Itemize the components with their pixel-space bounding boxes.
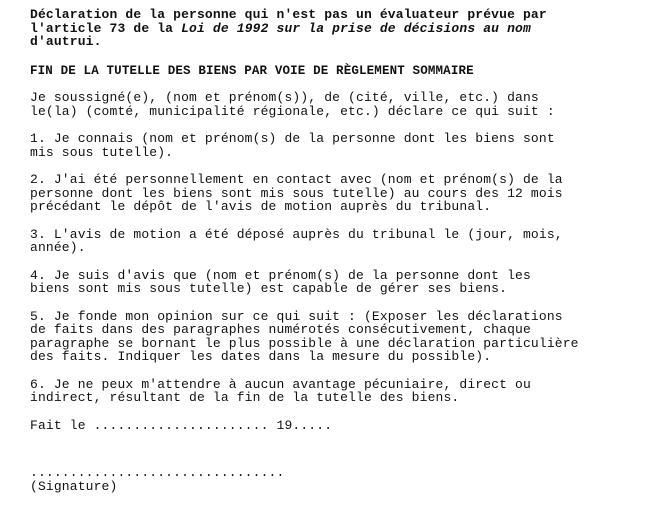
intro-paragraph: Je soussigné(e), (nom et prénom(s)), de (cité, ville, etc.) dans le(la) (comté, municipalité régionale, etc.) déclare ce qui suit : [30, 90, 555, 119]
document-title: FIN DE LA TUTELLE DES BIENS PAR VOIE DE RÈGLEMENT SOMMAIRE [30, 63, 474, 78]
heading-line-1: Déclaration de la personne qui n'est pas un évaluateur prévue par [30, 7, 547, 22]
signature-label: (Signature) [30, 478, 118, 494]
paragraph-6: 6. Je ne peux m'attendre à aucun avantage pécuniaire, direct ou indirect, résultant de la fin de la tutelle des biens. [30, 376, 531, 405]
paragraph-3: 3. L'avis de motion a été déposé auprès du tribunal le (jour, mois, année). [30, 226, 563, 255]
document-heading [30, 8, 642, 49]
date-line: Fait le ...................... 19..... [30, 417, 333, 433]
paragraph-5: 5. Je fonde mon opinion sur ce qui suit : (Exposer les déclarations de faits dans des paragraphes numérotés consécutivement, chaque paragraphe se bornant le plus possible à une déclaration particulière des faits. Indiquer les dates dans la mesure du possible). [30, 308, 579, 364]
heading-law-title: Loi de 1992 sur la prise de décisions au nom [181, 20, 531, 36]
heading-line-2-start: l'article 73 de la [30, 20, 182, 36]
paragraph-1: 1. Je connais (nom et prénom(s) de la personne dont les biens sont mis sous tutelle). [30, 131, 555, 160]
paragraph-4: 4. Je suis d'avis que (nom et prénom(s) de la personne dont les biens sont mis sous tutelle) est capable de gérer ses biens. [30, 267, 531, 296]
heading-line-3: d'autrui. [30, 34, 102, 49]
signature-line: ................................ [30, 465, 285, 480]
paragraph-2: 2. J'ai été personnellement en contact avec (nom et prénom(s) de la personne dont les biens sont mis sous tutelle) au cours des 12 mois précédant le dépôt de l'avis de motion auprès du tribunal. [30, 172, 563, 214]
